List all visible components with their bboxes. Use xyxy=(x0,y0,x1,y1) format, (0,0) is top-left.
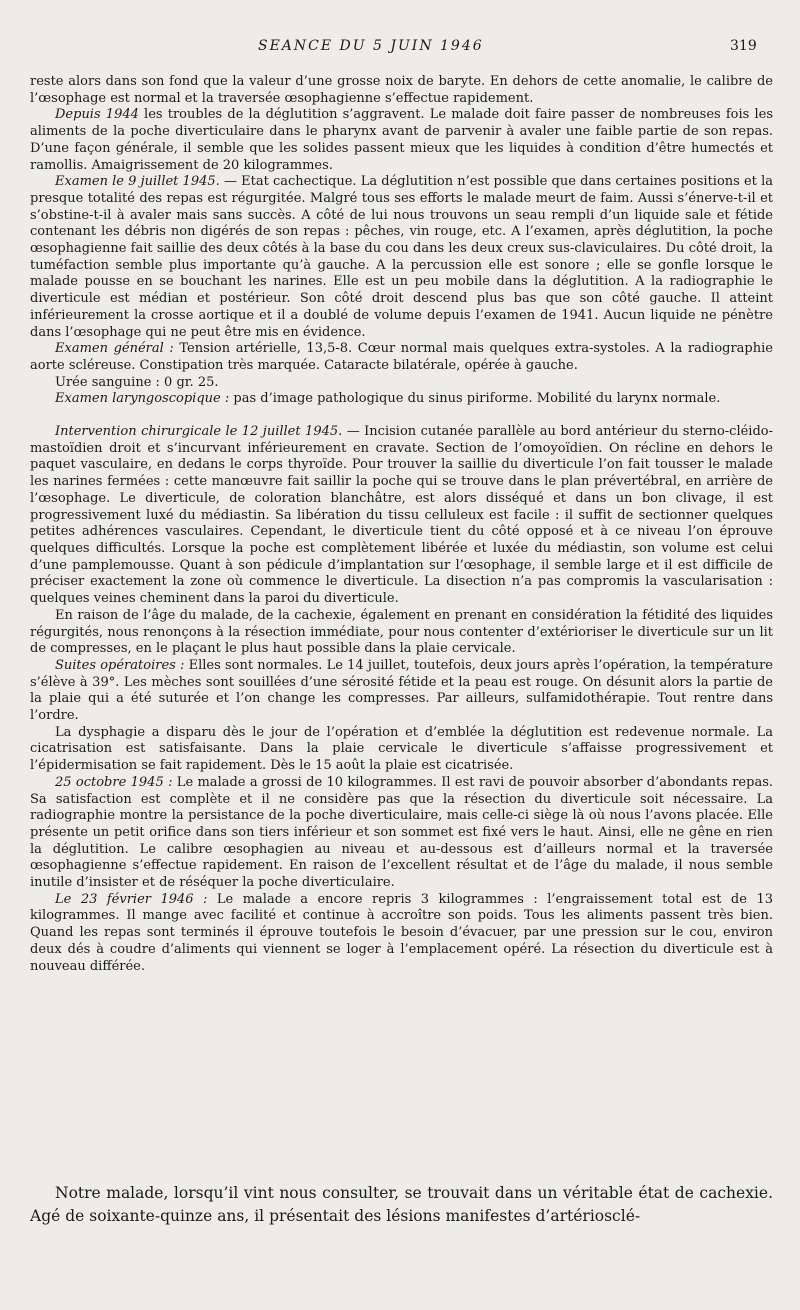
page-number: 319 xyxy=(730,38,757,54)
paragraph: La dysphagie a disparu dès le jour de l’opération et d’emblée la déglutition est redevenue normale. La cicatrisation est satisfaisante. Dans la plaie cervicale le diverticule s’affaisse progressivement et l’épidermisation se fait rapidement. Dès le 15 août la plaie est cicatrisée. xyxy=(30,724,773,774)
paragraph: Examen laryngoscopique : pas d’image pathologique du sinus piriforme. Mobilité du larynx normale. xyxy=(55,391,721,407)
paragraph: Suites opératoires : Elles sont normales. Le 14 juillet, toutefois, deux jours après l’opération, la température s’élève à 39°. Les mèches sont souillées d’une sérosité fétide et la peau est rouge. On désunit alors la partie de la plaie qui a été suturée et l’on change les compresses. Par ailleurs, sulfamidothérapie. Tout rentre dans l’ordre. xyxy=(30,657,773,724)
paragraph-lead: Examen général : xyxy=(55,341,174,357)
running-title: SEANCE DU 5 JUIN 1946 xyxy=(258,38,484,54)
paragraph-lead: Intervention chirurgicale le 12 juillet 1945. xyxy=(55,424,343,440)
paragraph: Intervention chirurgicale le 12 juillet 1945. — Incision cutanée parallèle au bord antérieur du sterno-cléido-mastoïdien droit et s’incurvant inférieurement en cravate. Section de l’omoyoïdien. On récline en dehors le paquet vasculaire, en dedans le corps thyroïde. Pour trouver la saillie du diverticule l’on fait tousser le malade les narines fermées : cette manœuvre fait saillir la poche qui se trouve dans le plan prévertébral, en arrière de l’œsophage. Le diverticule, de coloration blanchâtre, est alors disséqué et dans un bon clivage, il est progressivement luxé du médiastin. Sa libération du tissu celluleux est facile : il suffit de sectionner quelques petites adhérences vasculaires. Cependant, le diverticule tient du côté opposé et à ce niveau l’on éprouve quelques difficultés. Lorsque la poche est complètement libérée et luxée du médiastin, son volume est celui d’une pamplemousse. Quant à son pédicule d’implantation sur l’œsophage, il semble large et il est difficile de préciser exactement la zone où commence le diverticule. La disection n’a pas compromis la vascularisation : quelques veines cheminent dans la paroi du diverticule. xyxy=(30,424,773,607)
paragraph: reste alors dans son fond que la valeur d’une grosse noix de baryte. En dehors de cette anomalie, le calibre de l’œsophage est normal et la traversée œsophagienne s’effectue rapidement. xyxy=(30,74,773,106)
paragraph: Urée sanguine : 0 gr. 25. xyxy=(55,374,219,390)
paragraph-lead: Depuis 1944 xyxy=(55,107,139,123)
section-gap xyxy=(30,408,773,424)
body-text xyxy=(30,74,773,975)
closing-text xyxy=(30,1182,773,1228)
paragraph-lead: Examen le 9 juillet 1945. xyxy=(55,174,220,190)
paragraph: Le 23 février 1946 : Le malade a encore repris 3 kilogrammes : l’engraissement total est de 13 kilogrammes. Il mange avec facilité et continue à accroître son poids. Tous les aliments passent très bien. Quand les repas sont terminés il éprouve toutefois le besoin d’évacuer, par une pression sur le cou, environ deux dés à coudre d’aliments qui viennent se loger à l’emplacement opéré. La résection du diverticule est à nouveau différée. xyxy=(30,891,773,974)
paragraph: Examen général : Tension artérielle, 13,5-8. Cœur normal mais quelques extra-systoles. A la radiographie aorte scléreuse. Constipation très marquée. Cataracte bilatérale, opérée à gauche. xyxy=(30,341,773,373)
paragraph: Notre malade, lorsqu’il vint nous consulter, se trouvait dans un véritable état de cachexie. Agé de soixante-quinze ans, il présentait des lésions manifestes d’artériosclé- xyxy=(30,1184,773,1225)
paragraph: En raison de l’âge du malade, de la cachexie, également en prenant en considération la fétidité des liquides régurgités, nous renonçons à la résection immédiate, pour nous contenter d’extérioriser le diverticule sur un lit de compresses, en le plaçant le plus haut possible dans la plaie cervicale. xyxy=(30,607,773,657)
paragraph-lead: Suites opératoires : xyxy=(55,657,185,673)
paragraph: Depuis 1944 les troubles de la déglutition s’aggravent. Le malade doit faire passer de nombreuses fois les aliments de la poche diverticulaire dans le pharynx avant de parvenir à avaler une faible partie de son repas. D’une façon générale, il semble que les solides passent mieux que les liquides à condition d’être humectés et ramollis. Amaigrissement de 20 kilogrammes. xyxy=(30,107,773,173)
paragraph-lead: Examen laryngoscopique : xyxy=(55,391,230,407)
paragraph: 25 octobre 1945 : Le malade a grossi de 10 kilogrammes. Il est ravi de pouvoir absorber d’abondants repas. Sa satisfaction est complète et il ne considère pas que la résection du diverticule soit nécessaire. La radiographie montre la persistance de la poche diverticulaire, mais celle-ci siège là où nous l’avons placée. Elle présente un petit orifice dans son tiers inférieur et son sommet est fixé vers le haut. Ainsi, elle ne gêne en rien la déglutition. Le calibre œsophagien au niveau et au-dessous est d’ailleurs normal et la traversée œsophagienne s’effectue rapidement. En raison de l’excellent résultat et de l’âge du malade, il nous semble inutile d’insister et de réséquer la poche diverticulaire. xyxy=(30,774,773,891)
page-header xyxy=(0,38,800,58)
paragraph-lead: 25 octobre 1945 : xyxy=(55,774,173,790)
paragraph-lead: Le 23 février 1946 : xyxy=(55,891,208,907)
paragraph: Examen le 9 juillet 1945. — Etat cachectique. La déglutition n’est possible que dans certaines positions et la presque totalité des repas est régurgitée. Malgré tous ses efforts le malade meurt de faim. Aussi s’énerve-t-il et s’obstine-t-il à avaler mais sans succès. A côté de lui nous trouvons un seau rempli d’un liquide sale et fétide contenant les débris non digérés de son repas : pêches, vin rouge, etc. A l’examen, après déglutition, la poche œsophagienne fait saillie des deux côtés à la base du cou dans les deux creux sus-claviculaires. Du côté droit, la tuméfaction semble plus importante qu’à gauche. A la percussion elle est sonore ; elle se gonfle lorsque le malade pousse en se bouchant les narines. Elle est un peu mobile dans la déglutition. A la radiographie le diverticule est médian et postérieur. Son côté droit descend plus bas que son côté gauche. Il atteint inférieurement la crosse aortique et il a doublé de volume depuis l’examen de 1941. Aucun liquide ne pénètre dans l’œsophage qui ne peut être mis en évidence. xyxy=(30,174,773,340)
